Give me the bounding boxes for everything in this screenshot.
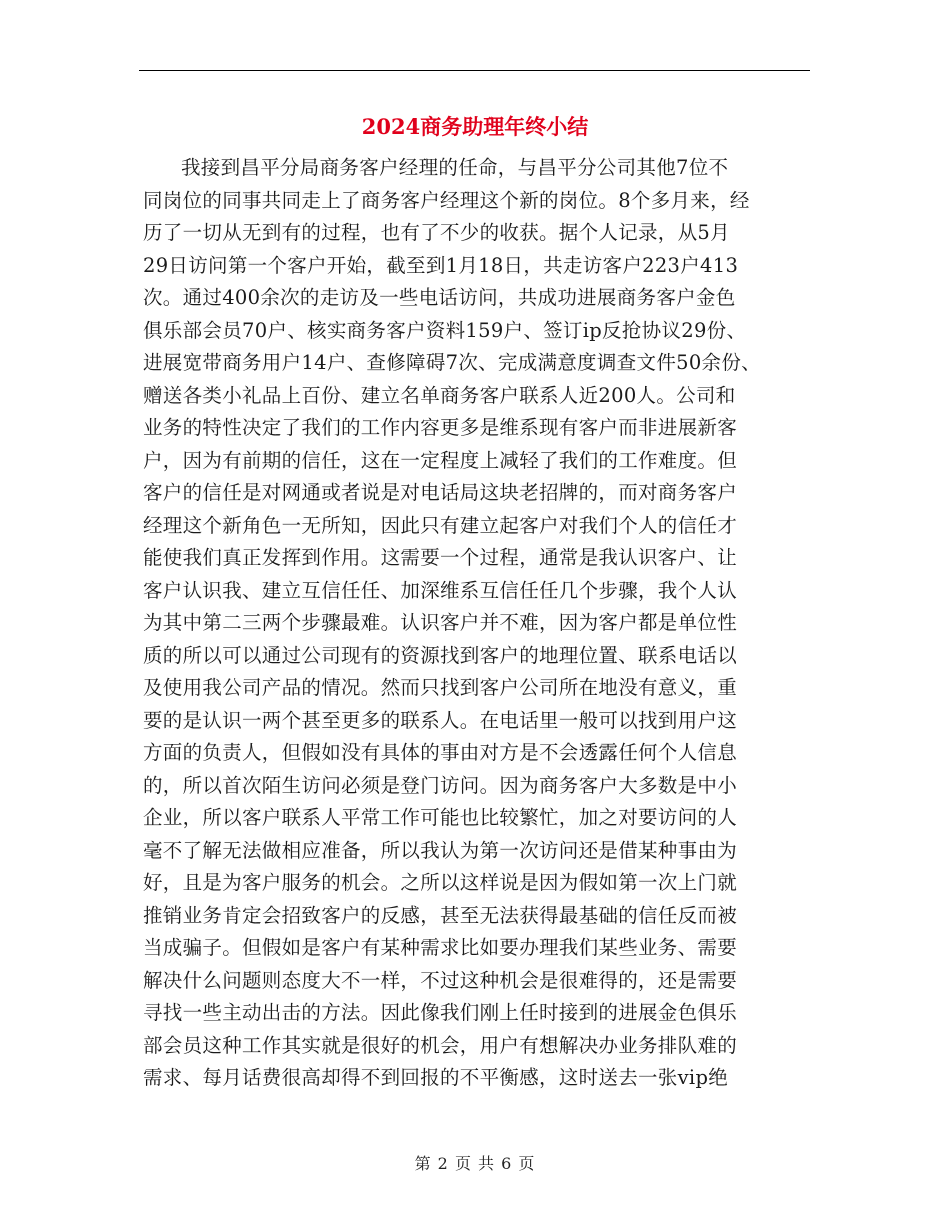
- body-line: 俱乐部会员70户、核实商务客户资料159户、签订ip反抢协议29份、: [143, 318, 747, 342]
- body-line: 客户认识我、建立互信任任、加深维系互信任任几个步骤，我个人认: [143, 578, 738, 602]
- body-line: 当成骗子。但假如是客户有某种需求比如要办理我们某些业务、需要: [143, 936, 738, 959]
- body-line: 为其中第二三两个步骤最难。认识客户并不难，因为客户都是单位性: [143, 611, 738, 634]
- body-line: 好，且是为客户服务的机会。之所以这样说是因为假如第一次上门就: [143, 871, 738, 894]
- body-line: 方面的负责人，但假如没有具体的事由对方是不会透露任何个人信息: [143, 741, 738, 764]
- body-line: 进展宽带商务用户14户、查修障碍7次、完成满意度调查文件50余份、: [143, 351, 761, 374]
- body-line: 我接到昌平分局商务客户经理的任命，与昌平分公司其他7位不: [181, 156, 729, 179]
- document-title: 2024商务助理年终小结: [361, 114, 589, 139]
- body-line: 业务的特性决定了我们的工作内容更多是维系现有客户而非进展新客: [143, 416, 738, 439]
- document-body: [143, 152, 823, 1095]
- body-line: 29日访问第一个客户开始，截至到1月18日，共走访客户223户413: [143, 253, 739, 277]
- body-line: 户，因为有前期的信任，这在一定程度上减轻了我们的工作难度。但: [143, 448, 738, 472]
- body-line: 需求、每月话费很高却得不到回报的不平衡感，这时送去一张vip绝: [143, 1066, 729, 1089]
- body-line: 部会员这种工作其实就是很好的机会，用户有想解决办业务排队难的: [143, 1033, 738, 1057]
- body-line: 能使我们真正发挥到作用。这需要一个过程，通常是我认识客户、让: [143, 546, 738, 569]
- body-line: 客户的信任是对网通或者说是对电话局这块老招牌的，而对商务客户: [143, 481, 738, 504]
- body-line: 寻找一些主动出击的方法。因此像我们刚上任时接到的进展金色俱乐: [143, 1001, 738, 1024]
- body-line: 企业，所以客户联系人平常工作可能也比较繁忙，加之对要访问的人: [143, 806, 738, 829]
- body-line: 赠送各类小礼品上百份、建立名单商务客户联系人近200人。公司和: [143, 383, 736, 407]
- body-line: 经理这个新角色一无所知，因此只有建立起客户对我们个人的信任才: [143, 513, 738, 537]
- header-rule: [139, 70, 810, 71]
- body-line: 质的所以可以通过公司现有的资源找到客户的地理位置、联系电话以: [143, 643, 738, 667]
- body-line: 同岗位的同事共同走上了商务客户经理这个新的岗位。8个多月来，经: [143, 188, 750, 212]
- body-line: 及使用我公司产品的情况。然而只找到客户公司所在地没有意义，重: [143, 676, 738, 699]
- body-line: 毫不了解无法做相应准备，所以我认为第一次访问还是借某种事由为: [143, 838, 738, 862]
- page-number: 第 2 页 共 6 页: [414, 1154, 536, 1173]
- body-line: 要的是认识一两个甚至更多的联系人。在电话里一般可以找到用户这: [143, 708, 738, 732]
- body-line: 次。通过400余次的走访及一些电话访问，共成功进展商务客户金色: [143, 286, 736, 309]
- body-line: 推销业务肯定会招致客户的反感，甚至无法获得最基础的信任反而被: [143, 903, 738, 927]
- body-line: 的，所以首次陌生访问必须是登门访问。因为商务客户大多数是中小: [143, 773, 738, 797]
- body-line: 历了一切从无到有的过程，也有了不少的收获。据个人记录，从5月: [143, 221, 730, 244]
- body-line: 解决什么问题则态度大不一样，不过这种机会是很难得的，还是需要: [143, 968, 738, 992]
